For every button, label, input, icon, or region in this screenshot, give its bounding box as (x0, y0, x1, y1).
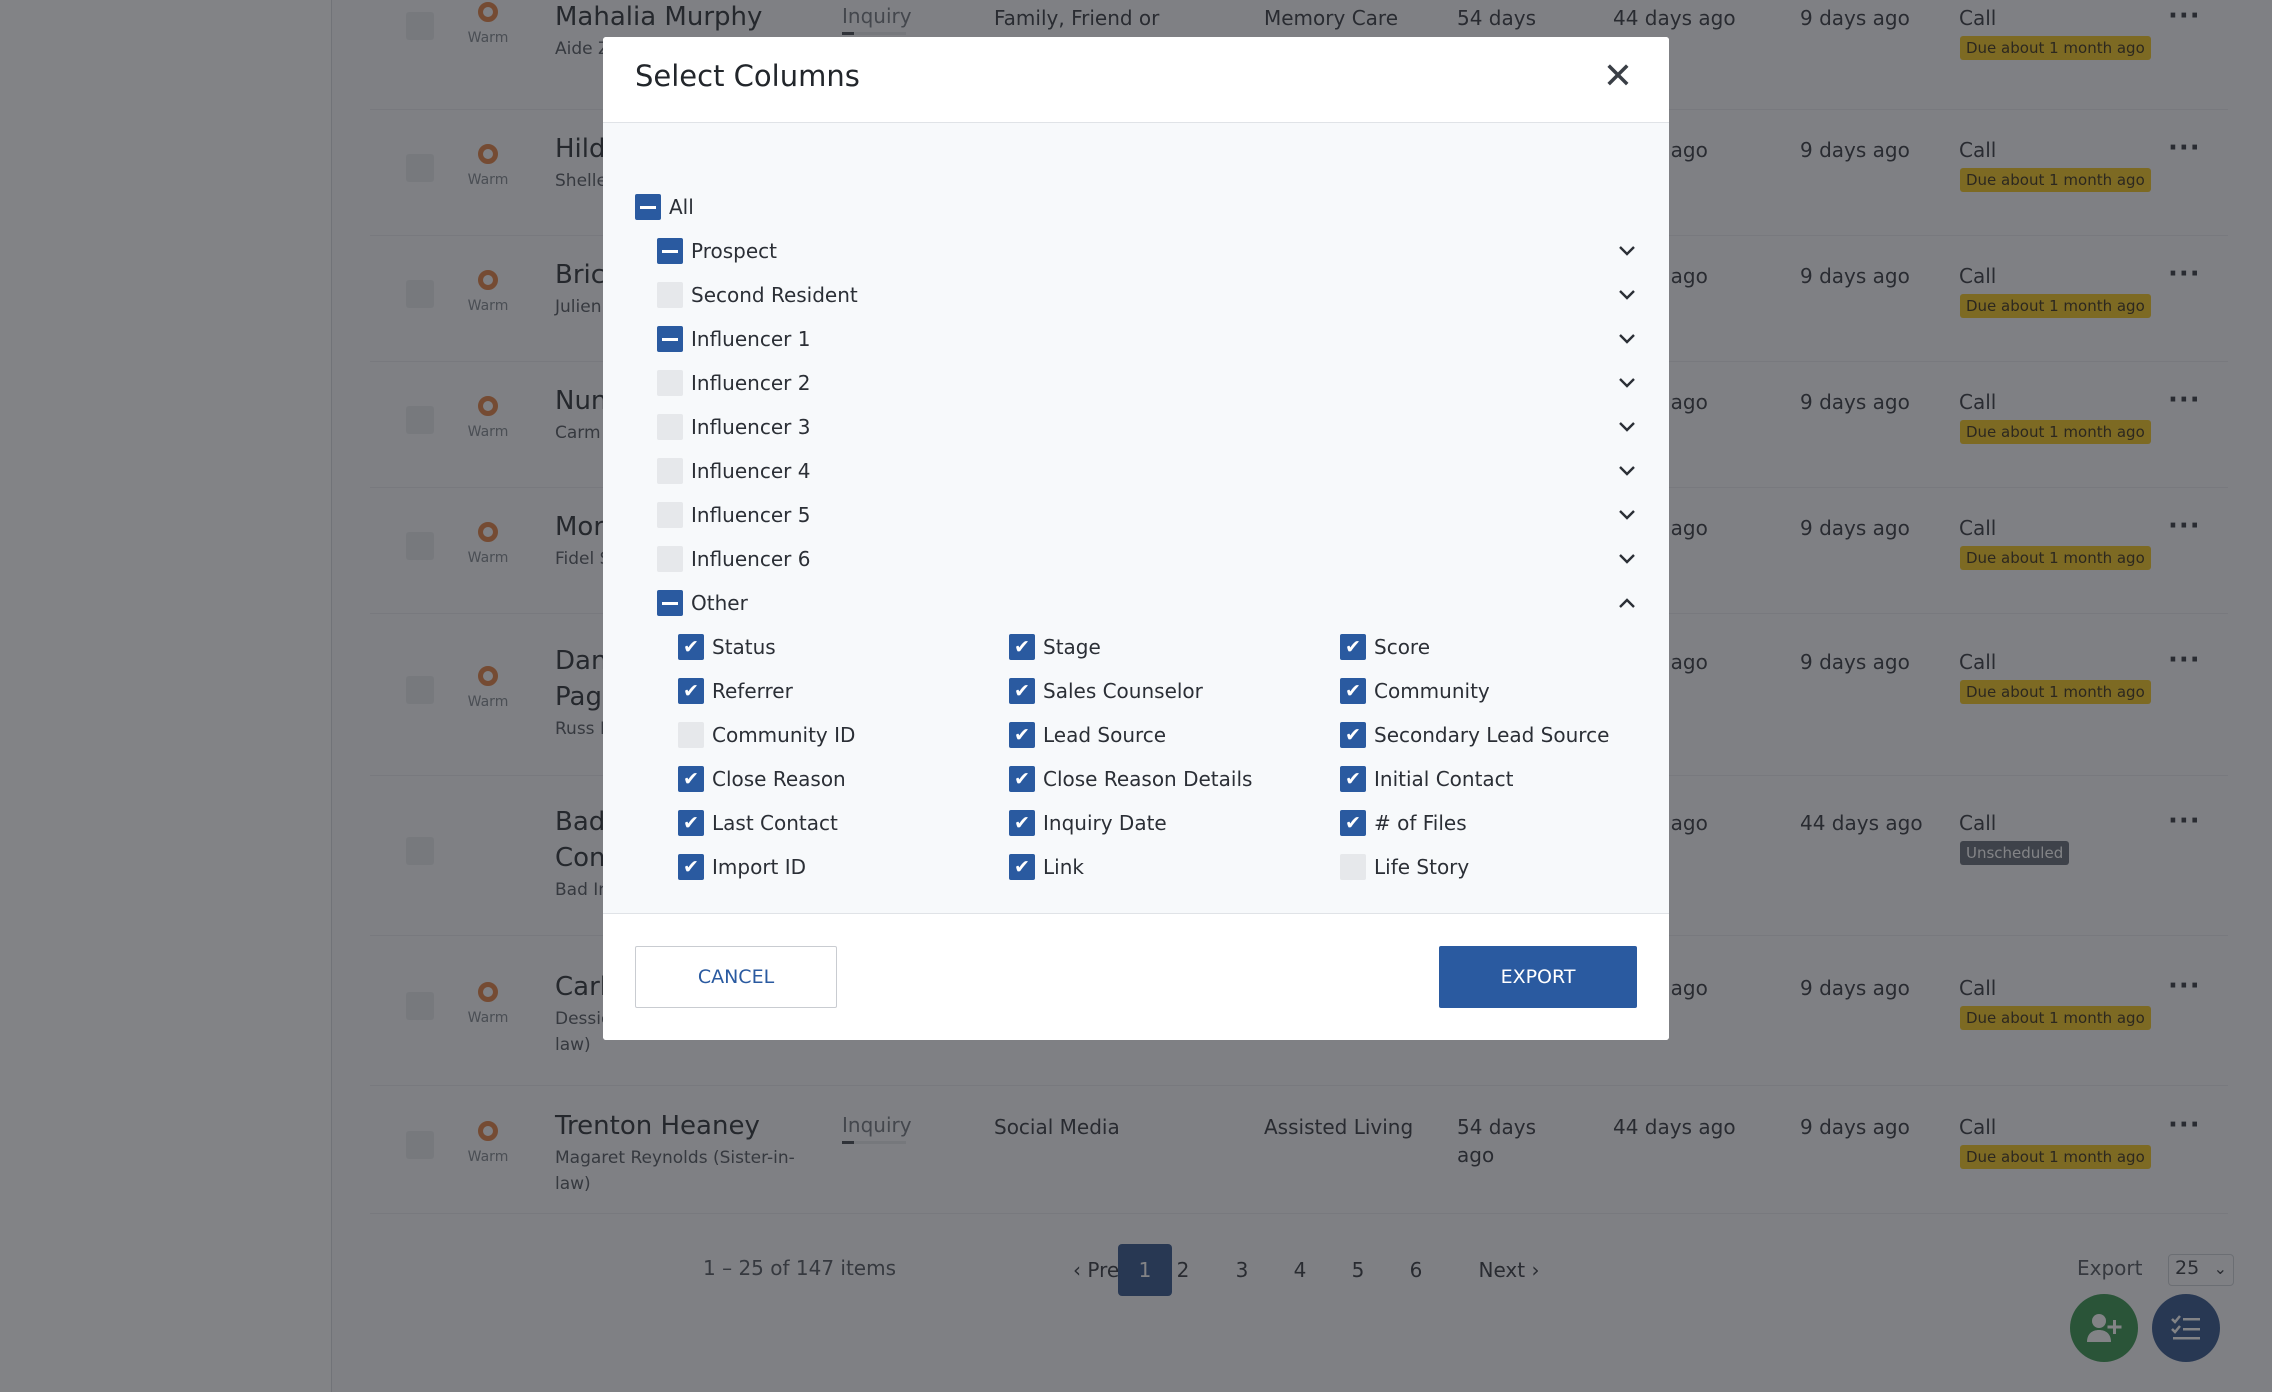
chevron-down-icon[interactable] (1615, 235, 1639, 267)
column-option-lead-source-label: Lead Source (1043, 723, 1167, 747)
column-option-score-label: Score (1374, 635, 1431, 659)
column-option-score[interactable] (1340, 631, 1430, 663)
column-option-inquiry-date[interactable] (1009, 807, 1167, 839)
column-option-secondary-lead-source-label: Secondary Lead Source (1374, 723, 1610, 747)
column-group-influencer-6-label: Influencer 6 (691, 547, 811, 571)
dialog-footer (603, 913, 1669, 1040)
column-option-inquiry-date-label: Inquiry Date (1043, 811, 1167, 835)
column-option-sales-counselor[interactable] (1009, 675, 1203, 707)
column-option-secondary-lead-source-checkbox[interactable]: ✔ (1340, 722, 1366, 748)
column-option-referrer[interactable] (678, 675, 793, 707)
column-option-of-files-label: # of Files (1374, 811, 1467, 835)
column-group-second-resident-label: Second Resident (691, 283, 858, 307)
column-option-life-story[interactable] (1340, 851, 1469, 883)
column-option-community-checkbox[interactable]: ✔ (1340, 678, 1366, 704)
column-option-close-reason-details-checkbox[interactable]: ✔ (1009, 766, 1035, 792)
column-group-second-resident[interactable] (657, 279, 1669, 311)
column-group-influencer-3[interactable] (657, 411, 1669, 443)
column-group-all[interactable] (635, 191, 1669, 223)
column-option-lead-source[interactable] (1009, 719, 1166, 751)
column-option-of-files[interactable] (1340, 807, 1467, 839)
cancel-button[interactable]: CANCEL (635, 946, 837, 1008)
column-option-community[interactable] (1340, 675, 1490, 707)
dialog-header (603, 37, 1669, 123)
column-option-lead-source-checkbox[interactable]: ✔ (1009, 722, 1035, 748)
column-option-life-story-label: Life Story (1374, 855, 1470, 879)
column-option-link[interactable] (1009, 851, 1084, 883)
column-group-influencer-1-label: Influencer 1 (691, 327, 811, 351)
column-option-stage-checkbox[interactable]: ✔ (1009, 634, 1035, 660)
column-group-prospect-label: Prospect (691, 239, 777, 263)
column-option-last-contact-checkbox[interactable]: ✔ (678, 810, 704, 836)
column-option-inquiry-date-checkbox[interactable]: ✔ (1009, 810, 1035, 836)
column-group-influencer-3-checkbox[interactable] (657, 414, 683, 440)
column-option-import-id[interactable] (678, 851, 806, 883)
column-group-influencer-4-label: Influencer 4 (691, 459, 811, 483)
column-option-close-reason-details-label: Close Reason Details (1043, 767, 1253, 791)
column-group-influencer-3-label: Influencer 3 (691, 415, 811, 439)
column-option-initial-contact[interactable] (1340, 763, 1514, 795)
column-option-stage-label: Stage (1043, 635, 1101, 659)
column-option-sales-counselor-checkbox[interactable]: ✔ (1009, 678, 1035, 704)
chevron-down-icon[interactable] (1615, 279, 1639, 311)
column-option-link-label: Link (1043, 855, 1084, 879)
chevron-down-icon[interactable] (1615, 411, 1639, 443)
column-group-other[interactable] (657, 587, 1669, 619)
column-option-community-id[interactable] (678, 719, 855, 751)
column-option-stage[interactable] (1009, 631, 1101, 663)
column-option-life-story-checkbox[interactable] (1340, 854, 1366, 880)
column-group-influencer-5-label: Influencer 5 (691, 503, 811, 527)
column-group-influencer-6[interactable] (657, 543, 1669, 575)
column-option-close-reason-checkbox[interactable]: ✔ (678, 766, 704, 792)
column-group-influencer-2-label: Influencer 2 (691, 371, 811, 395)
column-group-influencer-5-checkbox[interactable] (657, 502, 683, 528)
close-icon[interactable]: ✕ (1602, 56, 1633, 97)
column-group-influencer-4-checkbox[interactable] (657, 458, 683, 484)
column-group-other-checkbox[interactable] (657, 590, 683, 616)
chevron-down-icon[interactable] (1615, 455, 1639, 487)
column-option-status-label: Status (712, 635, 776, 659)
column-option-close-reason[interactable] (678, 763, 846, 795)
chevron-down-icon[interactable] (1615, 543, 1639, 575)
column-option-import-id-label: Import ID (712, 855, 807, 879)
column-group-second-resident-checkbox[interactable] (657, 282, 683, 308)
column-option-initial-contact-label: Initial Contact (1374, 767, 1514, 791)
dialog-title: Select Columns (635, 59, 860, 93)
column-group-all-checkbox[interactable] (635, 194, 661, 220)
column-option-close-reason-details[interactable] (1009, 763, 1252, 795)
column-group-influencer-1[interactable] (657, 323, 1669, 355)
column-option-community-id-checkbox[interactable] (678, 722, 704, 748)
column-option-initial-contact-checkbox[interactable]: ✔ (1340, 766, 1366, 792)
chevron-down-icon[interactable] (1615, 323, 1639, 355)
column-option-last-contact-label: Last Contact (712, 811, 838, 835)
select-columns-dialog (603, 37, 1669, 1040)
column-group-influencer-2[interactable] (657, 367, 1669, 399)
column-group-influencer-1-checkbox[interactable] (657, 326, 683, 352)
chevron-up-icon[interactable] (1615, 587, 1639, 619)
column-option-last-contact[interactable] (678, 807, 838, 839)
export-button[interactable]: EXPORT (1439, 946, 1637, 1008)
column-option-secondary-lead-source[interactable] (1340, 719, 1609, 751)
column-option-sales-counselor-label: Sales Counselor (1043, 679, 1203, 703)
column-option-referrer-label: Referrer (712, 679, 793, 703)
column-option-import-id-checkbox[interactable]: ✔ (678, 854, 704, 880)
chevron-down-icon[interactable] (1615, 499, 1639, 531)
column-group-prospect-checkbox[interactable] (657, 238, 683, 264)
column-option-community-label: Community (1374, 679, 1490, 703)
column-option-score-checkbox[interactable]: ✔ (1340, 634, 1366, 660)
column-group-influencer-5[interactable] (657, 499, 1669, 531)
column-option-status-checkbox[interactable]: ✔ (678, 634, 704, 660)
column-option-close-reason-label: Close Reason (712, 767, 846, 791)
column-option-link-checkbox[interactable]: ✔ (1009, 854, 1035, 880)
column-option-of-files-checkbox[interactable]: ✔ (1340, 810, 1366, 836)
column-group-all-label: All (669, 195, 694, 219)
column-group-influencer-2-checkbox[interactable] (657, 370, 683, 396)
column-group-prospect[interactable] (657, 235, 1669, 267)
column-group-influencer-6-checkbox[interactable] (657, 546, 683, 572)
chevron-down-icon[interactable] (1615, 367, 1639, 399)
column-group-influencer-4[interactable] (657, 455, 1669, 487)
column-option-status[interactable] (678, 631, 776, 663)
column-option-referrer-checkbox[interactable]: ✔ (678, 678, 704, 704)
column-option-community-id-label: Community ID (712, 723, 856, 747)
column-group-other-label: Other (691, 591, 748, 615)
